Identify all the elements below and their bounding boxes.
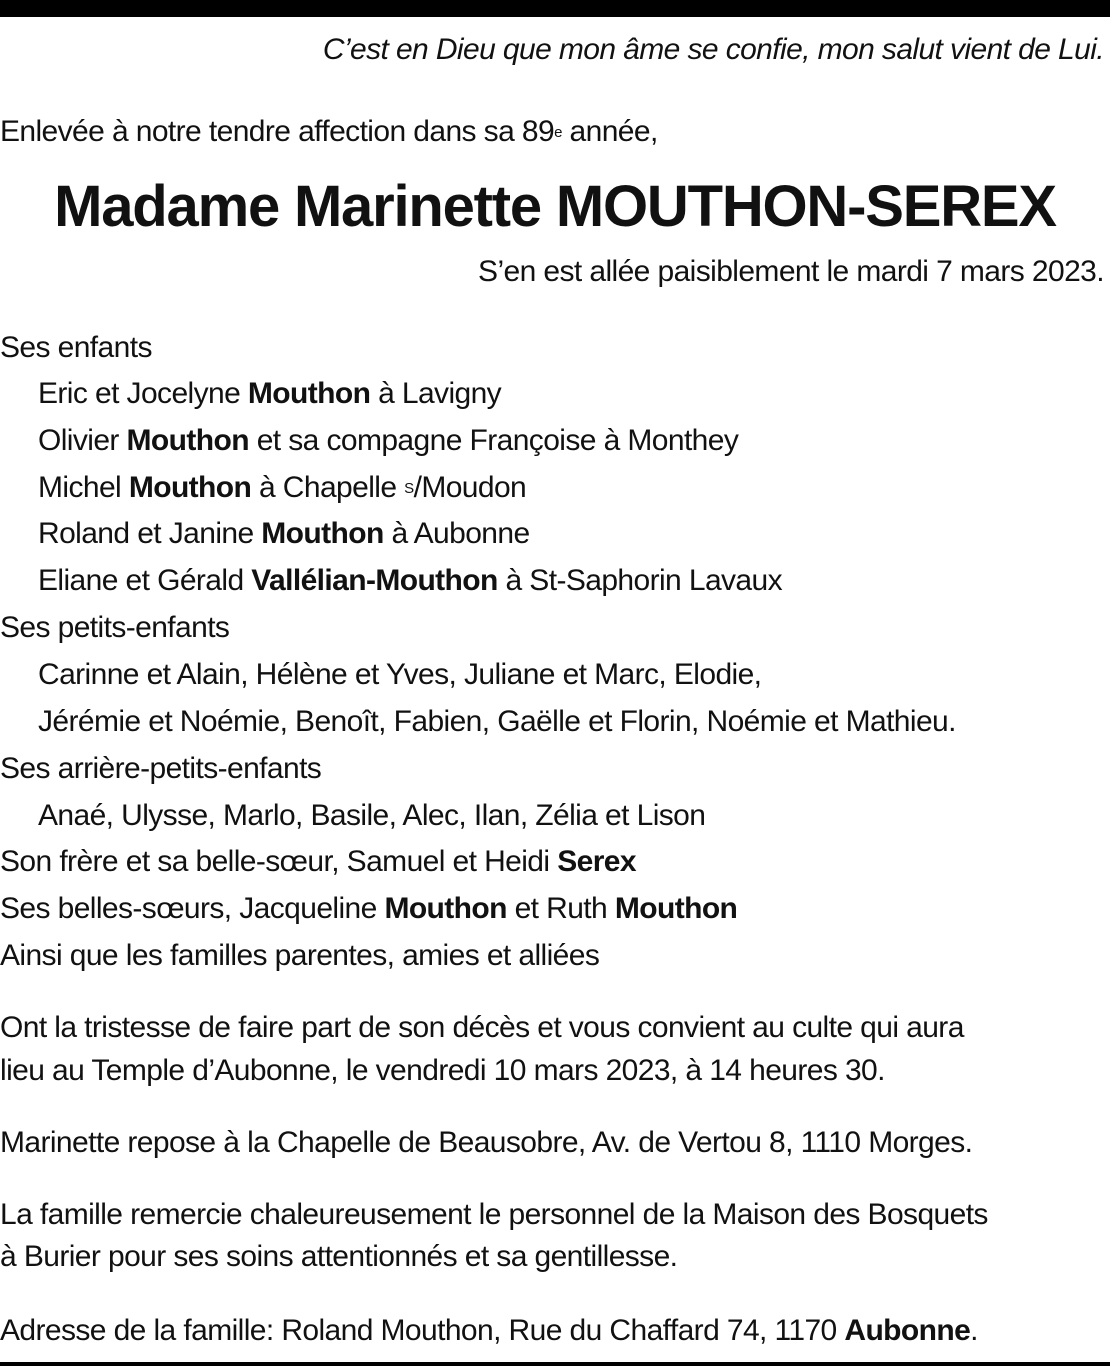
- deceased-name: Madame Marinette MOUTHON-SEREX: [54, 174, 1056, 239]
- children-heading: Ses enfants: [0, 331, 152, 364]
- family-address: Adresse de la famille: Roland Mouthon, Rue du Chaffard 74, 1170 Aubonne.: [0, 1314, 978, 1347]
- great-grandchildren-heading: Ses arrière-petits-enfants: [0, 752, 322, 785]
- ordinal-suffix: e: [554, 124, 562, 141]
- child-line: Roland et Janine Mouthon à Aubonne: [38, 517, 530, 550]
- passing-date: S’en est allée paisiblement le mardi 7 mars 2023.: [478, 255, 1104, 288]
- intro-text-end: année,: [561, 115, 658, 148]
- child-line: Eric et Jocelyne Mouthon à Lavigny: [38, 377, 502, 410]
- thanks-line: La famille remercie chaleureusement le personnel de la Maison des Bosquets: [0, 1198, 988, 1231]
- child-line: Eliane et Gérald Vallélian-Mouthon à St-Saphorin Lavaux: [38, 564, 783, 597]
- sisters-in-law-line: Ses belles-sœurs, Jacqueline Mouthon et Ruth Mouthon: [0, 892, 738, 925]
- intro-line: [0, 113, 658, 151]
- bottom-rule: [0, 1362, 1110, 1366]
- grandchildren-heading: Ses petits-enfants: [0, 611, 230, 644]
- service-line: lieu au Temple d’Aubonne, le vendredi 10 mars 2023, à 14 heures 30.: [0, 1054, 885, 1087]
- rests-line: Marinette repose à la Chapelle de Beausobre, Av. de Vertou 8, 1110 Morges.: [0, 1126, 973, 1159]
- thanks-line: à Burier pour ses soins attentionnés et sa gentillesse.: [0, 1240, 678, 1273]
- families-line: Ainsi que les familles parentes, amies et alliées: [0, 939, 600, 972]
- great-grandchildren-line: Anaé, Ulysse, Marlo, Basile, Alec, Ilan, Zélia et Lison: [38, 799, 706, 832]
- intro-text: Enlevée à notre tendre affection dans sa 89: [0, 115, 555, 148]
- grandchildren-line: Carinne et Alain, Hélène et Yves, Juliane et Marc, Elodie,: [38, 658, 762, 691]
- brother-line: Son frère et sa belle-sœur, Samuel et Heidi Serex: [0, 845, 636, 878]
- child-line: Michel Mouthon à Chapelle $^S$/Moudon: [38, 471, 527, 504]
- bible-verse: C’est en Dieu que mon âme se confie, mon salut vient de Lui.: [322, 33, 1104, 66]
- child-line: Olivier Mouthon et sa compagne Françoise à Monthey: [38, 424, 739, 457]
- grandchildren-line: Jérémie et Noémie, Benoît, Fabien, Gaëlle et Florin, Noémie et Mathieu.: [38, 705, 956, 738]
- top-rule: [0, 0, 1110, 17]
- service-line: Ont la tristesse de faire part de son décès et vous convient au culte qui aura: [0, 1011, 964, 1044]
